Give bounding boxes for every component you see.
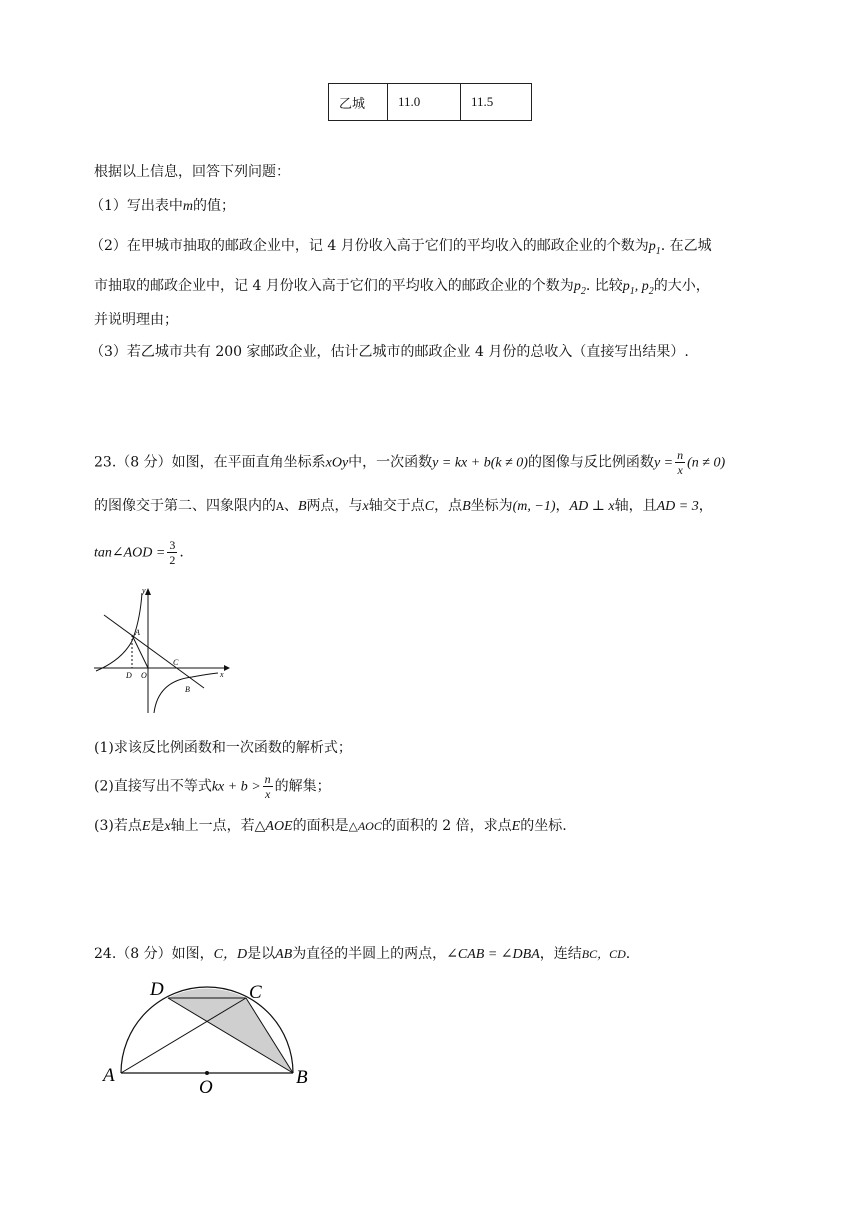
label-c: C: [173, 658, 179, 667]
q23-sub1: (1)求该反比例函数和一次函数的解析式；: [94, 740, 352, 756]
label-d: D: [126, 671, 132, 680]
label-a: A: [135, 628, 140, 637]
shaded-segment: [168, 989, 246, 998]
table-row: [329, 84, 532, 121]
label-o: O: [141, 671, 147, 680]
label-d: D: [150, 979, 164, 1000]
q22-part2-line2: 市抽取的邮政企业中，记 4 月份收入高于它们的平均收入的邮政企业的个数为$p_2$. 比较$p_1$, $p_2$的大小，: [94, 278, 710, 297]
q22-part1: （1）写出表中m的值；: [90, 198, 236, 214]
q22-part2-line3: 并说明理由；: [94, 312, 178, 328]
table-cell-value: 11.0: [388, 84, 461, 121]
q23-line2: 的图像交于第二、四象限内的A、B两点，与x轴交于点C，点B坐标为(m, −1)，AD ⊥ x轴，且AD = 3，: [94, 498, 713, 514]
segment-ao: [132, 635, 148, 668]
q22-part3: （3）若乙城市共有 200 家邮政企业，估计乙城市的邮政企业 4 月份的总收入（直接写出结果）.: [90, 344, 689, 360]
label-c: C: [249, 982, 262, 1003]
label-b: B: [185, 685, 190, 694]
q23-sub3: (3)若点E是x轴上一点，若△AOE的面积是△AOC的面积的 2 倍，求点E的坐标.: [94, 818, 567, 834]
q22-part2-line1: （2）在甲城市抽取的邮政企业中，记 4 月份收入高于它们的平均收入的邮政企业的个数为$p_1$. 在乙城: [90, 238, 712, 257]
label-b: B: [296, 1067, 308, 1088]
q24-line1: 24.（8 分）如图，C，D是以AB为直径的半圆上的两点，∠CAB = ∠DBA，连结BC，CD.: [94, 946, 631, 962]
table-cell-city: 乙城: [329, 84, 388, 121]
linear-function-line: [104, 615, 204, 688]
center-point: [205, 1071, 209, 1075]
label-y: y: [142, 586, 146, 595]
intro-text: 根据以上信息，回答下列问题：: [94, 164, 290, 180]
label-x: x: [220, 670, 224, 679]
fig24-semicircle: [98, 975, 328, 1100]
fig23-graph: [92, 585, 232, 717]
table-cell-value: 11.5: [461, 84, 532, 121]
chord-ac: [121, 998, 246, 1073]
label-o: O: [199, 1077, 213, 1098]
income-table: [328, 83, 532, 121]
q23-line3: tan∠AOD = $\frac{3}{2}$ .: [94, 538, 184, 567]
label-a: A: [103, 1065, 115, 1086]
q23-line1: 23.（8 分）如图，在平面直角坐标系xOy中，一次函数y = kx + b(k ≠ 0)的图像与反比例函数y = $\frac{n}{x}$ (n ≠ 0): [94, 448, 726, 477]
q23-sub2: (2)直接写出不等式kx + b > $\frac{n}{x}$ 的解集；: [94, 772, 331, 801]
